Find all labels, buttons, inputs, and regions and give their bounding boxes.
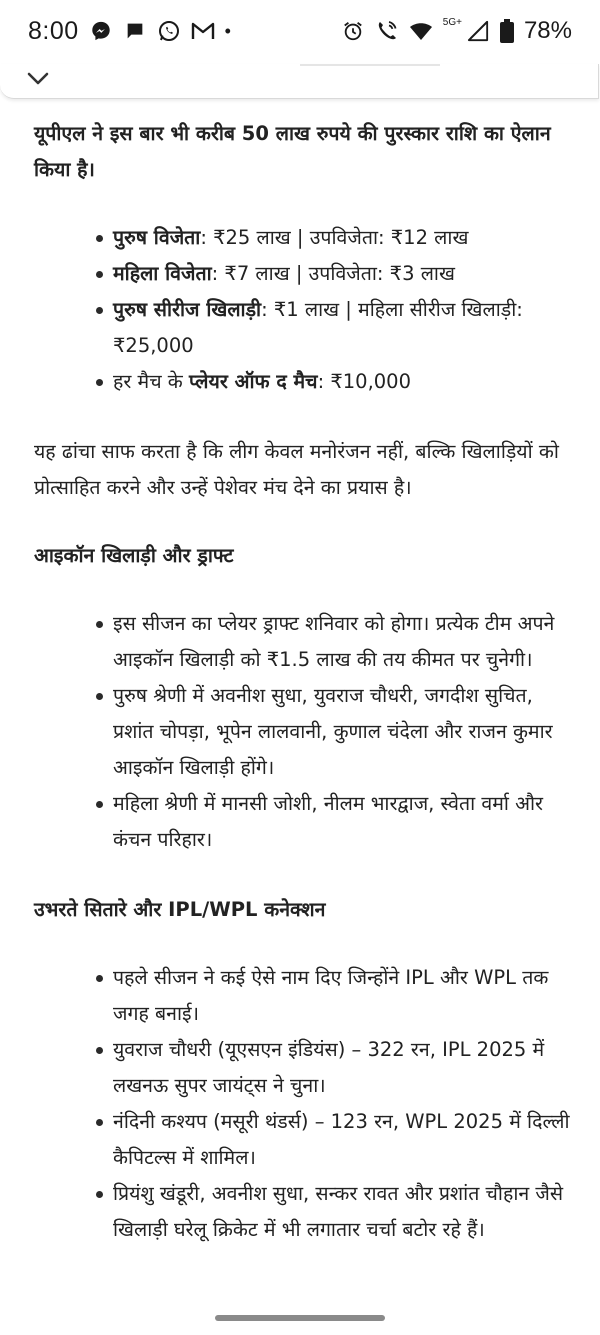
status-bar-right [341,17,572,45]
prize-value: : ₹7 लाख | उपविजेता: ₹3 लाख [211,262,455,285]
sheet-handle [300,64,440,66]
list-item [113,364,574,400]
list-item: प्रियंशु खंडूरी, अवनीश सुधा, सन्कर रावत और प्रशांत चौहान जैसे खिलाड़ी घरेलू क्रिकेट में भी लगातार चर्चा बटोर रहे हैं। [113,1176,574,1248]
list-item: नंदिनी कश्यप (मसूरी थंडर्स) – 123 रन, WPL 2025 में दिल्ली कैपिटल्स में शामिल। [113,1104,574,1176]
prize-intro: यूपीएल ने इस बार भी करीब 50 लाख रुपये की पुरस्कार राशि का ऐलान किया है। [34,122,551,181]
collapsed-toolbar-sheet [0,64,599,99]
wifi-calling-icon [375,19,399,43]
prize-prefix: हर मैच के [113,370,189,393]
prize-label: महिला विजेता [113,262,212,285]
list-item [113,220,574,256]
list-item: पुरुष श्रेणी में अवनीश सुधा, युवराज चौधरी, जगदीश सुचित, प्रशांत चोपड़ा, भूपेन लालवानी, कुणाल चंदेला और राजन कुमार आइकॉन खिलाड़ी होंगे। [113,678,574,786]
prize-list [34,220,574,400]
prize-value: : ₹10,000 [317,370,411,393]
chevron-down-icon [26,71,50,91]
list-item: महिला श्रेणी में मानसी जोशी, नीलम भारद्वाज, स्वेता वर्मा और कंचन परिहार। [113,786,574,858]
list-item [113,292,574,364]
rising-stars-list [34,960,574,1248]
messenger-icon [89,19,113,43]
prize-label: पुरुष सीरीज खिलाड़ी [113,298,262,321]
wifi-icon [409,19,433,43]
prize-label: प्लेयर ऑफ द मैच [188,370,318,393]
list-item: युवराज चौधरी (यूएसएन इंडियंस) – 322 रन, IPL 2025 में लखनऊ सुपर जायंट्स ने चुना। [113,1032,574,1104]
clock: 8:00 [28,16,79,45]
more-notifications-dot: • [224,20,231,41]
status-bar-left [28,17,231,46]
prize-value: : ₹25 लाख | उपविजेता: ₹12 लाख [200,226,469,249]
network-type-label: 5G+ [442,16,462,28]
structure-paragraph: यह ढांचा साफ करता है कि लीग केवल मनोरंजन नहीं, बल्कि खिलाड़ियों को प्रोत्साहित करने और उन्हें पेशेवर मंच देने का प्रयास है। [34,440,559,499]
section-heading-icon-players: आइकॉन खिलाड़ी और ड्राफ्ट [34,544,234,567]
home-indicator-bar[interactable] [215,1315,385,1321]
alarm-icon [341,19,365,43]
status-bar [0,0,600,62]
prize-label: पुरुष विजेता [113,226,201,249]
expand-toolbar-button[interactable] [18,66,58,96]
list-item: पहले सीजन ने कई ऐसे नाम दिए जिन्होंने IPL और WPL तक जगह बनाई। [113,960,574,1032]
article-content [34,108,574,1248]
list-item: इस सीजन का प्लेयर ड्राफ्ट शनिवार को होगा। प्रत्येक टीम अपने आइकॉन खिलाड़ी को ₹1.5 लाख की तय कीमत पर चुनेगी। [113,606,574,678]
battery-icon [500,19,514,43]
signal-icon [466,19,490,43]
list-item [113,256,574,292]
prize-value: : ₹1 लाख | महिला सीरीज खिलाड़ी: ₹25,000 [113,298,523,357]
whatsapp-icon [157,19,181,43]
section-heading-rising-stars: उभरते सितारे और IPL/WPL कनेक्शन [34,898,326,921]
gmail-icon [191,19,215,43]
icon-players-list [34,606,574,858]
battery-percentage: 78% [523,17,572,44]
chat-icon [123,19,147,43]
